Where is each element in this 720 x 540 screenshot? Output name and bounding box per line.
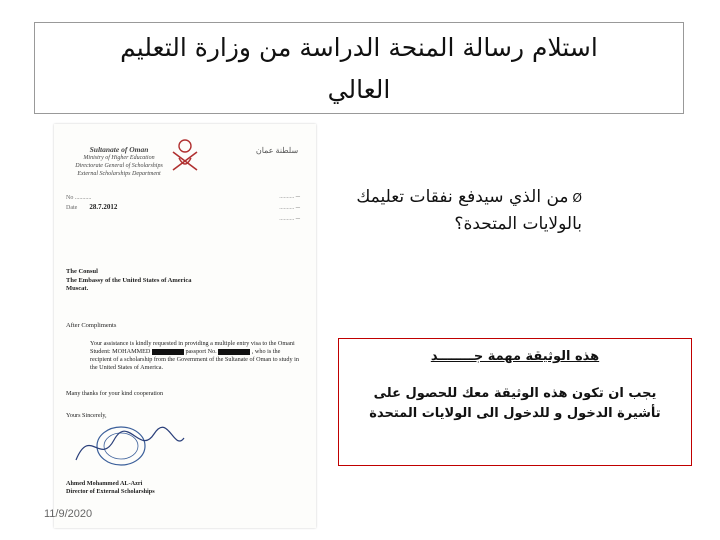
question-line1: من الذي سيدفع نفقات تعليمك <box>356 187 569 207</box>
slide-title-line1: استلام رسالة المنحة الدراسة من وزارة التعليم <box>120 33 598 62</box>
letter-header-line: Ministry of Higher Education <box>83 155 155 161</box>
letter-header-english <box>64 146 174 178</box>
slide-title-line2: العالي <box>327 75 391 104</box>
redaction-bar <box>152 349 184 355</box>
oman-emblem-icon <box>168 136 202 174</box>
letter-header-line: Directorate General of Scholarships <box>75 163 163 169</box>
letter-meta: No ........... Date 28.7.2012 <box>66 195 118 211</box>
letter-body-part: , who is the recipient of a scholarship from the Government of the Sultanate of Oman to study in the United States of America. <box>90 348 299 371</box>
letter-thanks: Many thanks for your kind cooperation <box>66 390 164 397</box>
letter-signer <box>66 480 155 496</box>
address-line: The Embassy of the United States of America <box>66 276 192 284</box>
signer-title: Director of External Scholarships <box>66 488 155 495</box>
redaction-bar <box>218 349 250 355</box>
arrow-bullet-icon: Ø <box>572 191 582 205</box>
letter-header-line: Sultanate of Oman <box>89 145 149 154</box>
letter-body-part: passport No. <box>185 348 217 355</box>
letter-address <box>66 268 306 294</box>
notice-requirement <box>339 384 691 424</box>
ref-label: No <box>66 195 74 201</box>
scholarship-letter-image <box>54 124 316 528</box>
signature-icon <box>70 416 190 476</box>
slide-title-box <box>34 22 684 114</box>
letter-header-arabic: سلطنة عمان <box>255 146 299 155</box>
letter-body-part: Your assistance is kindly requested in providing a multiple entry visa to the Omani Student: MOHAMMED <box>90 340 295 355</box>
notice-important: هذه الوثيقة مهمة جــــــــد <box>430 349 600 364</box>
signer-name: Ahmed Mohammed AL-Azri <box>66 480 143 487</box>
letter-header-line: External Scholarships Department <box>77 171 161 177</box>
important-notice-box <box>338 338 692 466</box>
letter-meta-arabic: .......... ─ .......... ─ .......... ─ <box>279 194 300 222</box>
letter-date: 28.7.2012 <box>89 203 118 211</box>
notice-line1: يجب ان تكون هذه الوثيقة معك للحصول على <box>373 386 657 401</box>
address-line: Muscat. <box>66 285 89 292</box>
question-line2: بالولايات المتحدة؟ <box>454 214 582 234</box>
date-label: Date <box>66 205 78 211</box>
letter-closing: Yours Sincerely, <box>66 412 107 419</box>
slide-date: 11/9/2020 <box>44 508 93 520</box>
address-line: The Consul <box>66 268 98 275</box>
question-bullet-text <box>322 184 582 237</box>
letter-salutation: After Compliments <box>66 322 117 329</box>
notice-line2: تأشيرة الدخول و للدخول الى الولايات المتحدة <box>369 406 661 421</box>
letter-body <box>90 340 300 372</box>
